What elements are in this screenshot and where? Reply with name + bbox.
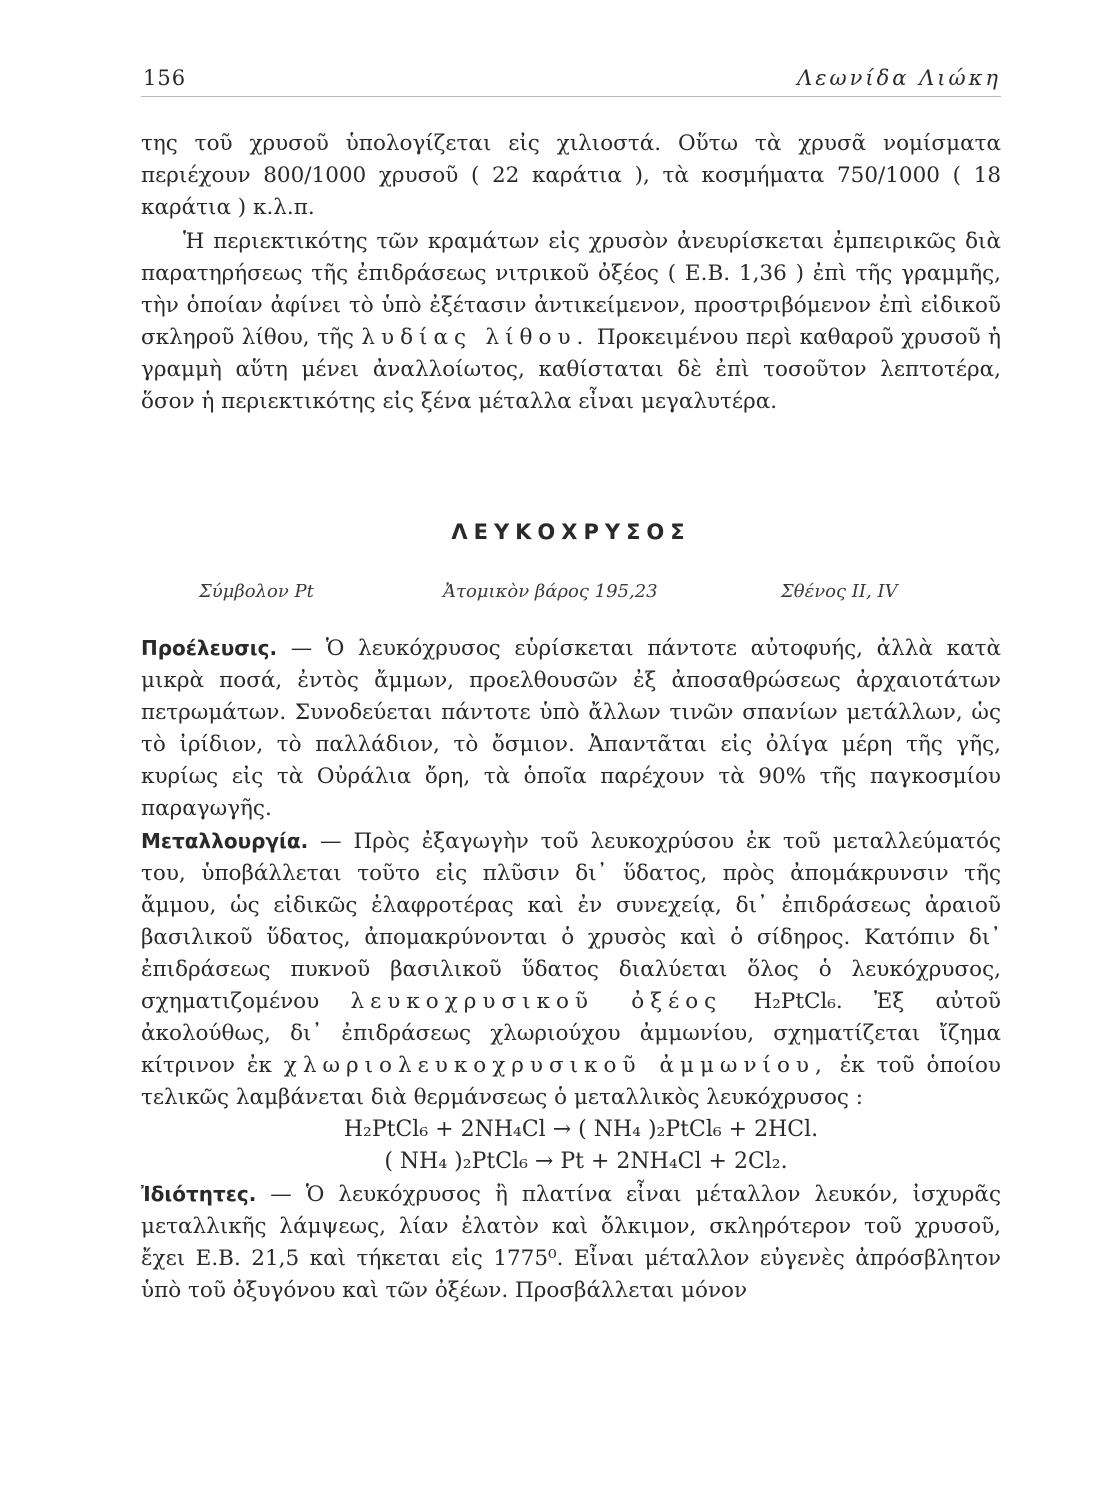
intro-p2-text-end: Προκειμένου περὶ καθαροῦ χρυσοῦ ἡ γραμμὴ αὕτη μένει ἀναλλοίωτος, καθίσταται δὲ ἐπὶ τοσοῦτον λεπτοτέρα, ὅσον ἡ περιεκτικότης εἰς ξένα μέταλλα εἶναι μεγαλυτέρα. bbox=[141, 325, 1002, 414]
body-sections bbox=[141, 632, 1001, 1307]
metallurgy-spaced-term-a: λευκοχρυσικοῦ ὀξέος bbox=[350, 989, 723, 1014]
intro-p2-spaced-term: λυδίας λίθου. bbox=[361, 325, 590, 350]
equation-1: H₂PtCl₆ + 2NH₄Cl → ( NH₄ )₂PtCl₆ + 2HCl. bbox=[343, 1117, 819, 1142]
metallurgy-formula: H₂PtCl₆. bbox=[722, 989, 843, 1014]
atomic-weight: Ἀτομικὸν βάρος 195,23 bbox=[443, 581, 658, 602]
properties-paragraph bbox=[141, 1178, 1001, 1307]
running-head: Λεωνίδα Λιώκη bbox=[797, 66, 1001, 90]
metallurgy-text-b: Ἐξ αὐτοῦ ἀκολούθως, δι᾽ ἐπιδράσεως χλωριούχου ἀμμωνίου, σχηματίζεται ἴζημα κίτρινον ἐκ bbox=[141, 989, 1001, 1078]
origin-heading: Προέλευσις. bbox=[141, 636, 278, 660]
metallurgy-paragraph bbox=[141, 825, 1001, 1114]
metallurgy-text-a: — Πρὸς ἐξαγωγὴν τοῦ λευκοχρύσου ἐκ τοῦ μεταλλεύματός του, ὑποβάλλεται τοῦτο εἰς πλῦσιν δι᾽ ὕδατος, πρὸς ἀπομάκρυνσιν τῆς ἄμμου, ὡς εἰδικῶς ἐλαφροτέρας καὶ ἐν συνεχείᾳ, δι᾽ ἐπιδράσεως ἀραιοῦ βασιλικοῦ ὕδατος, ἀπομακρύνονται ὁ χρυσὸς καὶ ὁ σίδηρος. Κατόπιν δι᾽ ἐπιδράσεως πυκνοῦ βασιλικοῦ ὕδατος διαλύεται ὅλος ὁ λευκόχρυσος, σχηματιζομένου bbox=[141, 829, 1001, 1014]
metallurgy-text-c: ἐκ τοῦ ὁποίου τελικῶς λαμβάνεται διὰ θερμάνσεως ὁ μεταλλικὸς λευκόχρυσος : bbox=[141, 1053, 1001, 1110]
intro-paragraph-1: της τοῦ χρυσοῦ ὑπολογίζεται εἰς χιλιοστά. Οὕτω τὰ χρυσᾶ νομίσματα περιέχουν 800/1000 χρυσοῦ ( 22 καράτια ), τὰ κοσμήματα 750/1000 ( 18 καράτια ) κ.λ.π. bbox=[141, 131, 1001, 220]
origin-paragraph bbox=[141, 632, 1001, 825]
page-header bbox=[141, 60, 1001, 94]
properties-text: — Ὁ λευκόχρυσος ἢ πλατίνα εἶναι μέταλλον λευκόν, ἰσχυρᾶς μεταλλικῆς λάμψεως, λίαν ἐλατὸν καὶ ὄλκιμον, σκληρότερον τοῦ χρυσοῦ, ἔχει Ε.Β. 21,5 καὶ τήκεται εἰς 1775⁰. Εἶναι μέταλλον εὐγενὲς ἀπρόσβλητον ὑπὸ τοῦ ὀξυγόνου καὶ τῶν ὀξέων. Προσβάλλεται μόνον bbox=[141, 1182, 1001, 1303]
equation-2: ( NH₄ )₂PtCl₆ → Pt + 2NH₄Cl + 2Cl₂. bbox=[384, 1149, 788, 1174]
page-number: 156 bbox=[143, 66, 187, 90]
origin-text: — Ὁ λευκόχρυσος εὑρίσκεται πάντοτε αὐτοφυής, ἀλλὰ κατὰ μικρὰ ποσά, ἐντὸς ἄμμων, προελθουσῶν ἐξ ἀποσαθρώσεως ἀρχαιοτάτων πετρωμάτων. Συνοδεύεται πάντοτε ὑπὸ ἄλλων τινῶν σπανίων μετάλλων, ὡς τὸ ἰρίδιον, τὸ παλλάδιον, τὸ ὄσμιον. Ἀπαντᾶται εἰς ὀλίγα μέρη τῆς γῆς, κυρίως εἰς τὰ Οὐράλια ὄρη, τὰ ὁποῖα παρέχουν τὰ 90% τῆς παγκοσμίου παραγωγῆς. bbox=[141, 636, 1001, 821]
metallurgy-spaced-term-b: χλωριολευκοχρυσικοῦ ἀμμωνίου, bbox=[283, 1053, 828, 1078]
header-rule bbox=[141, 96, 1001, 97]
intro-paragraph-2 bbox=[141, 226, 1001, 418]
intro-p2-text: Ἡ περιεκτικότης τῶν κραμάτων εἰς χρυσὸν ἀνευρίσκεται ἐμπειρικῶς διὰ παρατηρήσεως τῆς ἐπιδράσεως νιτρικοῦ ὀξέος ( Ε.Β. 1,36 ) ἐπὶ τῆς γραμμῆς, τὴν ὁποίαν ἀφίνει τὸ ὑπὸ ἐξέτασιν ἀντικείμενον, προστριβόμενον ἐπὶ εἰδικοῦ σκληροῦ λίθου, τῆς bbox=[141, 229, 1001, 350]
properties-heading: Ἰδιότητες. bbox=[141, 1182, 257, 1206]
metallurgy-heading: Μεταλλουργία. bbox=[141, 829, 309, 853]
element-symbol: Σύμβολον Pt bbox=[199, 581, 314, 602]
section-title: ΛΕΥΚΟΧΡΥΣΟΣ bbox=[451, 520, 691, 544]
valence: Σθένος II, IV bbox=[781, 581, 898, 602]
